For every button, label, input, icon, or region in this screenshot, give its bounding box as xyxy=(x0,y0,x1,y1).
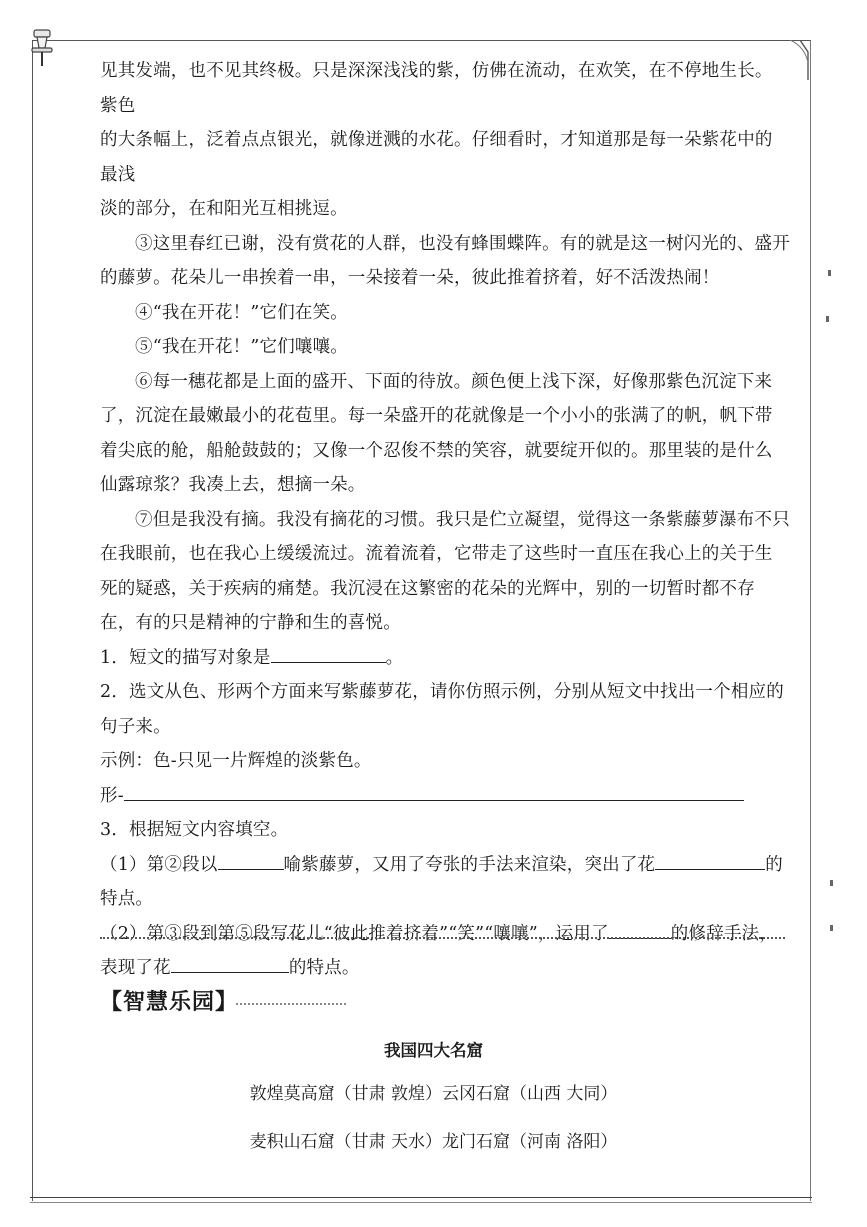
caves-line-2: 麦积山石窟（甘肃 天水）龙门石窟（河南 洛阳） xyxy=(249,1132,618,1152)
article-body xyxy=(100,54,790,986)
article-line: 见其发端，也不见其终极。只是深深浅浅的紫，仿佛在流动，在欢笑，在不停地生长。紫色 xyxy=(100,61,773,116)
question-2-form xyxy=(100,779,790,814)
scan-speck xyxy=(826,316,829,322)
answer-line[interactable] xyxy=(124,780,744,801)
question-2-example: 示例：色-只见一片辉煌的淡紫色。 xyxy=(100,751,372,771)
form-label: 形- xyxy=(100,785,124,806)
q3-2-part-a: （2）第③段到第⑤段写花儿“彼此推着挤着”“笑”“嚷嚷”，运用了 xyxy=(100,923,609,944)
question-1 xyxy=(100,641,790,676)
paragraph-5: ⑤“我在开花！”它们嚷嚷。 xyxy=(135,337,348,357)
title-dots xyxy=(236,1003,346,1005)
paragraph-3: ③这里春红已谢，没有赏花的人群，也没有蜂围蝶阵。有的就是这一树闪光的、盛开的藤萝。花朵儿一串挨着一串，一朵接着一朵，彼此推着挤着，好不活泼热闹！ xyxy=(100,233,790,288)
question-1-text: 1．短文的描写对象是 xyxy=(100,647,271,668)
answer-blank[interactable] xyxy=(655,849,765,870)
q3-1-part-c: 的特点。 xyxy=(100,854,783,909)
paragraph-4: ④“我在开花！”它们在笑。 xyxy=(135,302,348,323)
q3-1-part-b: 喻紫藤萝，又用了夸张的手法来渲染，突出了花 xyxy=(283,854,656,875)
pushpin-icon xyxy=(28,28,56,68)
answer-blank[interactable] xyxy=(271,642,386,663)
question-3: 3．根据短文内容填空。 xyxy=(100,820,289,840)
paragraph-7: ⑦但是我没有摘。我没有摘花的习惯。我只是伫立凝望，觉得这一条紫藤萝瀑布不只在我眼前，也在我心上缓缓流过。流着流着，它带走了这些时一直压在我心上的关于生死的疑惑，关于疾病的痛楚。我沉浸在这繁密的花朵的光辉中，别的一切暂时都不存在，有的只是精神的宁静和生的喜悦。 xyxy=(100,509,790,633)
answer-blank[interactable] xyxy=(218,849,284,870)
q3-2-part-c: 的特点。 xyxy=(288,958,360,978)
scan-speck xyxy=(828,270,831,276)
caves-heading: 我国四大名窟 xyxy=(384,1041,483,1060)
question-3-2 xyxy=(100,917,790,986)
question-3-1 xyxy=(100,848,790,917)
answer-blank[interactable] xyxy=(171,952,289,973)
section-divider xyxy=(100,937,785,939)
article-line: 淡的部分，在和阳光互相挑逗。 xyxy=(100,199,348,219)
question-1-suffix: 。 xyxy=(385,647,404,668)
q3-2-part-b: 的修辞手法，表现了花 xyxy=(100,923,777,978)
article-line: 的大条幅上，泛着点点银光，就像迸溅的水花。仔细看时，才知道那是每一朵紫花中的最浅 xyxy=(100,130,773,185)
caves-line-1: 敦煌莫高窟（甘肃 敦煌）云冈石窟（山西 大同） xyxy=(249,1084,618,1104)
question-2: 2．选文从色、形两个方面来写紫藤萝花，请你仿照示例，分别从短文中找出一个相应的句子来。 xyxy=(100,682,784,737)
scan-speck xyxy=(830,925,833,931)
page-bottom-edge xyxy=(30,1197,812,1203)
wisdom-section-title: 【智慧乐园】 xyxy=(100,989,239,1015)
scan-speck xyxy=(830,880,833,886)
paragraph-6: ⑥每一穗花都是上面的盛开、下面的待放。颜色便上浅下深，好像那紫色沉淀下来了，沉淀在最嫩最小的花苞里。每一朵盛开的花就像是一个小小的张满了的帆，帆下带着尖底的舱，船舱鼓鼓的；又像一个忍俊不禁的笑容，就要绽开似的。那里装的是什么仙露琼浆？我凑上去，想摘一朵。 xyxy=(100,371,773,495)
q3-1-part-a: （1）第②段以 xyxy=(100,854,218,875)
answer-blank[interactable] xyxy=(609,918,671,939)
